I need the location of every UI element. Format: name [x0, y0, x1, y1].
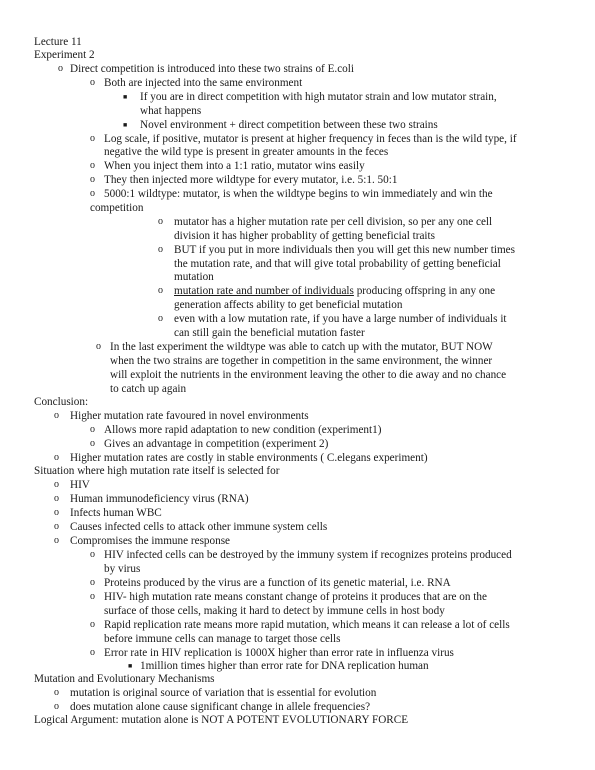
situation-line-cont: surface of those cells, making it hard to detect by immune cells in host body	[104, 605, 445, 617]
mutation-line: does mutation alone cause significant change in allele frequencies?	[70, 701, 371, 713]
bullet-circle-icon: o	[90, 647, 95, 658]
bullet-square-icon: ■	[123, 93, 128, 101]
situation-heading: Situation where high mutation rate itself is selected for	[34, 465, 280, 477]
situation-line: Infects human WBC	[70, 507, 162, 519]
bullet-circle-icon: o	[90, 619, 95, 630]
conclusion-line: Higher mutation rate favoured in novel environments	[70, 410, 309, 422]
bullet-circle-icon: o	[90, 591, 95, 602]
experiment-heading: Experiment 2	[34, 49, 95, 61]
exp2-line-cont: when the two strains are together in competition in the same environment, the winner	[110, 355, 493, 367]
bullet-circle-icon: o	[96, 341, 101, 352]
exp2-line: When you inject them into a 1:1 ratio, mutator wins easily	[104, 160, 365, 172]
bullet-circle-icon: o	[54, 479, 59, 490]
exp2-line-cont: what happens	[140, 105, 202, 117]
bullet-circle-icon: o	[54, 493, 59, 504]
conclusion-heading: Conclusion:	[34, 396, 89, 408]
conclusion-line: Allows more rapid adaptation to new condition (experiment1)	[104, 424, 382, 436]
situation-line: 1million times higher than error rate for DNA replication human	[140, 660, 429, 672]
lecture-title: Lecture 11	[34, 36, 82, 48]
bullet-circle-icon: o	[54, 507, 59, 518]
situation-line-cont: before immune cells can manage to target those cells	[104, 633, 341, 645]
situation-line: Rapid replication rate means more rapid mutation, which means it can release a lot of cells	[104, 619, 510, 631]
exp2-line: Direct competition is introduced into these two strains of E.coli	[70, 63, 354, 75]
bullet-circle-icon: o	[54, 452, 59, 463]
bullet-square-icon: ■	[128, 662, 133, 670]
situation-line: Proteins produced by the virus are a function of its genetic material, i.e. RNA	[104, 577, 451, 589]
mutation-line: mutation is original source of variation that is essential for evolution	[70, 687, 377, 699]
exp2-line-rest: producing offspring in any one	[353, 285, 496, 297]
bullet-circle-icon: o	[158, 216, 163, 227]
bullet-circle-icon: o	[54, 410, 59, 421]
bullet-circle-icon: o	[158, 313, 163, 324]
exp2-line-cont: division it has higher probablity of getting beneficial traits	[174, 230, 435, 242]
exp2-line: If you are in direct competition with high mutator strain and low mutator strain,	[140, 91, 497, 103]
exp2-line: They then injected more wildtype for every mutator, i.e. 5:1. 50:1	[104, 174, 398, 186]
bullet-circle-icon: o	[90, 549, 95, 560]
exp2-line: 5000:1 wildtype: mutator, is when the wildtype begins to win immediately and win the	[104, 188, 493, 200]
situation-line: HIV infected cells can be destroyed by the immuny system if recognizes proteins produced	[104, 549, 512, 561]
exp2-line-cont: generation affects ability to get beneficial mutation	[174, 299, 403, 311]
exp2-line-cont: can still gain the beneficial mutation faster	[174, 327, 365, 339]
situation-line: Causes infected cells to attack other immune system cells	[70, 521, 328, 533]
bullet-circle-icon: o	[90, 438, 95, 449]
bullet-circle-icon: o	[54, 535, 59, 546]
bullet-circle-icon: o	[158, 285, 163, 296]
bullet-circle-icon: o	[54, 701, 59, 712]
bullet-circle-icon: o	[90, 188, 95, 199]
situation-line: Compromises the immune response	[70, 535, 231, 547]
bullet-square-icon: ■	[123, 121, 128, 129]
exp2-line: mutator has a higher mutation rate per cell division, so per any one cell	[174, 216, 493, 228]
conclusion-line: Higher mutation rates are costly in stable environments ( C.elegans experiment)	[70, 452, 428, 464]
bullet-circle-icon: o	[90, 77, 95, 88]
bullet-circle-icon: o	[54, 687, 59, 698]
situation-line-cont: by virus	[104, 563, 141, 575]
situation-line: Human immunodeficiency virus (RNA)	[70, 493, 249, 505]
exp2-line-cont: the mutation rate, and that will give total probability of getting beneficial	[174, 258, 501, 270]
bullet-circle-icon: o	[90, 133, 95, 144]
bullet-circle-icon: o	[58, 63, 63, 74]
mutation-heading: Mutation and Evolutionary Mechanisms	[34, 673, 215, 685]
logical-argument: Logical Argument: mutation alone is NOT A POTENT EVOLUTIONARY FORCE	[34, 714, 409, 726]
conclusion-line: Gives an advantage in competition (experiment 2)	[104, 438, 329, 450]
exp2-line	[174, 284, 495, 298]
exp2-line: Log scale, if positive, mutator is present at higher frequency in feces than is the wild type, if	[104, 133, 517, 145]
bullet-circle-icon: o	[90, 577, 95, 588]
exp2-line-cont: competition	[90, 202, 144, 214]
bullet-circle-icon: o	[54, 521, 59, 532]
exp2-line: Novel environment + direct competition between these two strains	[140, 119, 438, 131]
underlined-phrase: mutation rate and number of individuals	[174, 285, 354, 297]
exp2-line-cont: will exploit the nutrients in the environment leaving the other to die away and no chance	[110, 369, 507, 381]
bullet-circle-icon: o	[90, 160, 95, 171]
exp2-line: Both are injected into the same environment	[104, 77, 303, 89]
situation-line: HIV	[70, 479, 90, 491]
situation-line: Error rate in HIV replication is 1000X higher than error rate in influenza virus	[104, 647, 454, 659]
exp2-line: even with a low mutation rate, if you have a large number of individuals it	[174, 313, 507, 325]
exp2-line-cont: to catch up again	[110, 383, 187, 395]
exp2-line: In the last experiment the wildtype was able to catch up with the mutator, BUT NOW	[110, 341, 493, 353]
bullet-circle-icon: o	[158, 244, 163, 255]
bullet-circle-icon: o	[90, 424, 95, 435]
bullet-circle-icon: o	[90, 174, 95, 185]
exp2-line-cont: mutation	[174, 271, 214, 283]
situation-line: HIV- high mutation rate means constant change of proteins it produces that are on the	[104, 591, 487, 603]
exp2-line-cont: negative the wild type is present in greater amounts in the feces	[104, 146, 389, 158]
exp2-line: BUT if you put in more individuals then you will get this new number times	[174, 244, 515, 256]
